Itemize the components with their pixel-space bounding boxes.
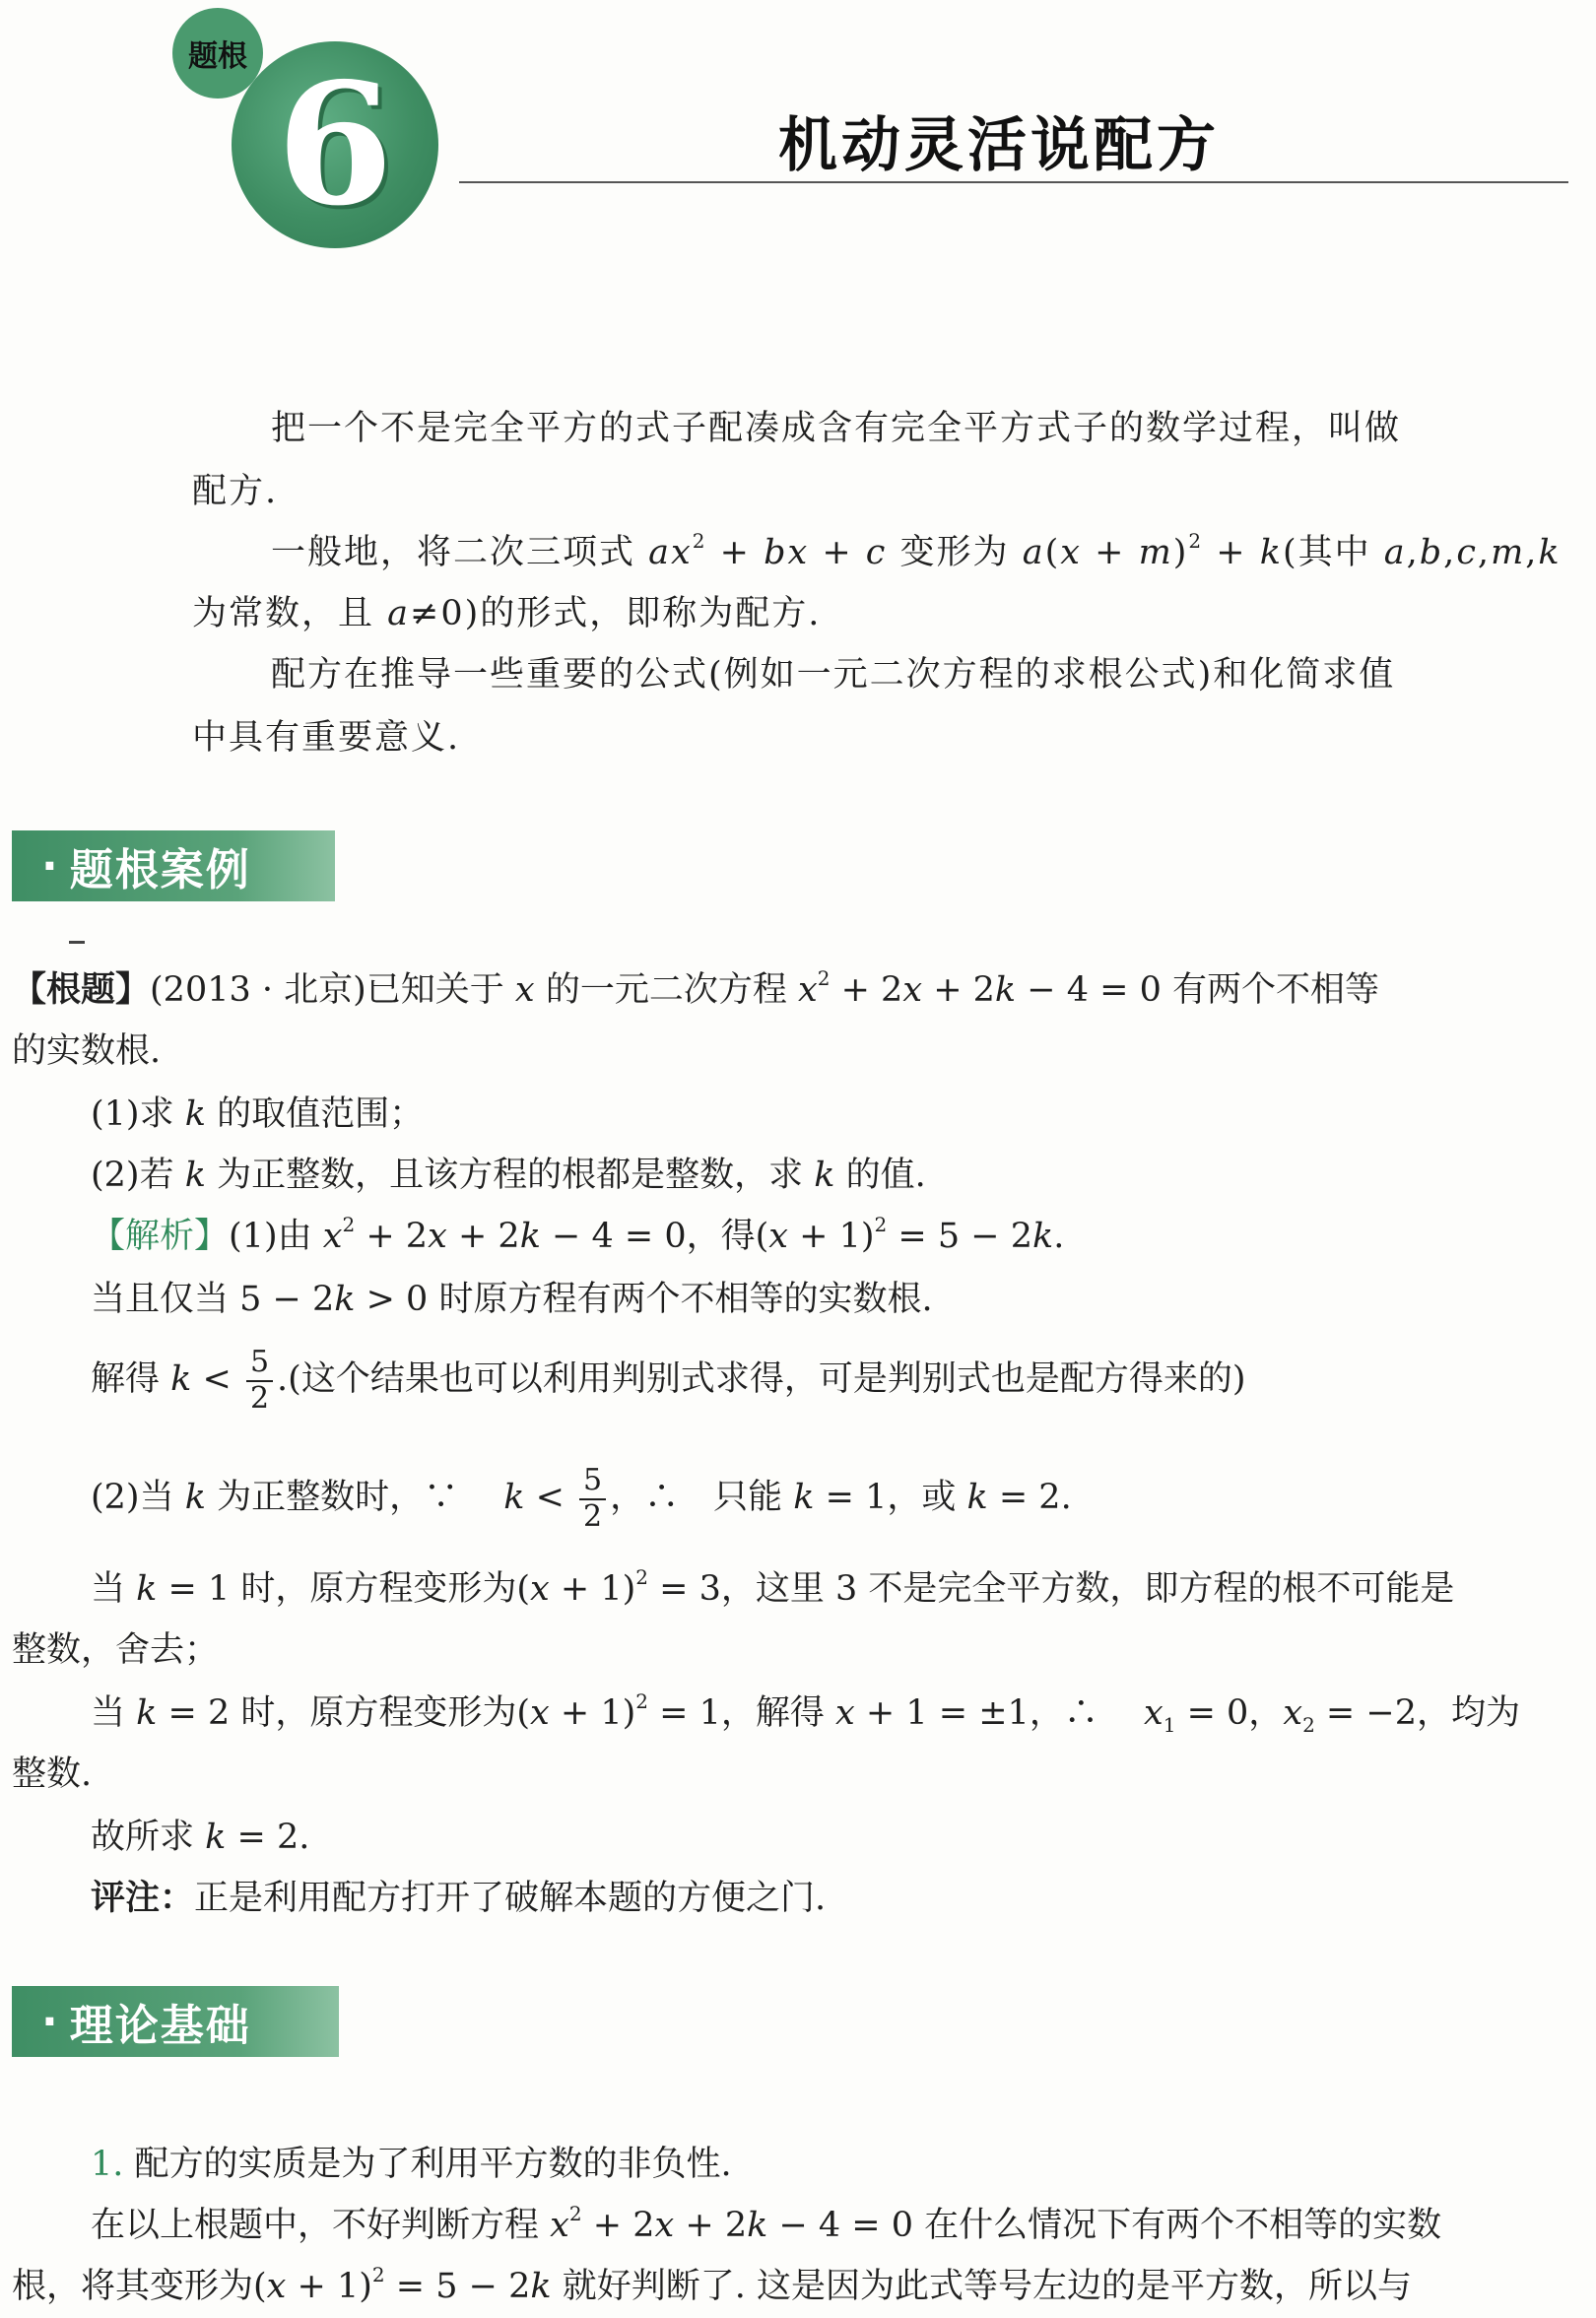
text: ，∴: [1029, 1693, 1098, 1733]
solution-line5b: 整数，舍去；: [12, 1630, 220, 1670]
text: 根，将其变形为: [12, 2267, 254, 2306]
text: 有两个不相等: [1171, 970, 1379, 1010]
fraction-5-2: $\frac{5}{2}$: [579, 1464, 606, 1534]
problem-line1: 【根题】(2013 · 北京)已知关于 x 的一元二次方程 $x^2 + 2x + 2k - 4 = 0$ 有两个不相等: [12, 966, 1379, 1010]
section-banner-theory: · 理论基础: [12, 1986, 339, 2057]
solution-line2: 当且仅当 5 − 2k > 0 时原方程有两个不相等的实数根.: [91, 1280, 933, 1319]
text: 故所求: [91, 1818, 195, 1857]
text: (其中: [1282, 533, 1371, 572]
intro-p1-line1: 把一个不是完全平方的式子配凑成含有完全平方式子的数学过程，叫做: [271, 409, 1402, 448]
text: 变形为: [899, 533, 1010, 572]
text: 为正整数时，∵: [217, 1478, 459, 1517]
text: (2)当: [91, 1478, 174, 1517]
math-expr: $(x + 1)^2 = 5 - 2k$: [253, 2263, 552, 2306]
fraction-5-2: $\frac{5}{2}$: [246, 1346, 273, 1416]
math-expr: $x^2 + 2x + 2k - 4 = 0$: [322, 1213, 687, 1256]
text: 一般地，将二次三项式: [271, 533, 649, 572]
text: 的值.: [845, 1156, 926, 1195]
math-expr: a,b,c,m,k: [1383, 533, 1562, 572]
comment-label: 评注：: [91, 1878, 195, 1918]
comment-line: [91, 1878, 826, 1919]
theory-line3: [12, 2263, 1412, 2307]
math-expr: $ax^2$ + bx + c: [648, 529, 888, 572]
math-expr: $(x + 1)^2 = 1$: [516, 1689, 721, 1733]
solution-line6: 当 k = 2 时，原方程变形为$(x + 1)^2 = 1$，解得 x + 1 = ±1，∴ $x_1 = 0$，$x_2 = -2$，均为: [91, 1689, 1520, 1737]
text: 当: [91, 1569, 126, 1609]
text: > 0 时原方程有两个不相等的实数根.: [355, 1280, 933, 1319]
math-expr: $(x + 1)^2 = 5 - 2k$.: [755, 1213, 1065, 1256]
text: 时，原方程变形为: [240, 1569, 517, 1609]
text: (2)若: [91, 1156, 174, 1195]
topic-tag-badge: [172, 8, 263, 99]
problem-q2: (2)若 k 为正整数，且该方程的根都是整数，求 k 的值.: [91, 1156, 926, 1195]
chapter-number-badge: [232, 41, 438, 248]
section-title: 理论基础: [69, 2001, 251, 2051]
text: .(这个结果也可以利用判别式求得，可是判别式也是配方得来的): [277, 1359, 1246, 1399]
text: (1)求: [91, 1094, 174, 1134]
text: ，∴ 只能: [610, 1478, 783, 1517]
page-title: 机动灵活说配方: [778, 111, 1220, 180]
theory-line2: [91, 2202, 1442, 2246]
problem-line2: 的实数根.: [12, 1031, 162, 1071]
solution-line4: (2)当 k 为正整数时，∵ k < $\frac{5}{2}$ ，∴ 只能 k = 1，或 k = 2.: [91, 1463, 1072, 1534]
solution-line1: [91, 1213, 1065, 1257]
title-divider: [459, 181, 1568, 183]
text: 为正整数，且该方程的根都是整数，求: [217, 1156, 804, 1195]
intro-p3-line2: 中具有重要意义.: [192, 718, 461, 758]
math-expr: $x^2 + 2x + 2k - 4 = 0$: [550, 2202, 914, 2245]
intro-p2-line2: [192, 593, 821, 634]
intro-p1-line2: 配方.: [192, 472, 279, 511]
math-expr: a≠0): [387, 594, 481, 633]
text: ，这里 3 不是完全平方数，即方程的根不可能是: [720, 1569, 1455, 1609]
theory-line1: [91, 2144, 732, 2185]
topic-tag-label: 题根: [188, 39, 247, 74]
item-number: 1.: [91, 2145, 124, 2184]
text: 时，原方程变形为: [240, 1693, 517, 1733]
text: 的一元二次方程: [545, 970, 787, 1010]
text: 配方的实质是为了利用平方数的非负性.: [123, 2145, 732, 2184]
solution-line3: 解得 k < $\frac{5}{2}$ .(这个结果也可以利用判别式求得，可是判别式也是配方得来的): [91, 1345, 1246, 1416]
section-banner-case: · 题根案例: [12, 830, 335, 901]
chapter-number: 6: [276, 46, 394, 243]
text: 当: [91, 1693, 126, 1733]
text: (2013 · 北京)已知关于: [150, 970, 504, 1010]
text: 解得: [91, 1359, 161, 1399]
text: 当且仅当 5 − 2: [91, 1280, 335, 1319]
text: ，解得: [720, 1693, 825, 1733]
math-expr: $x^2 + 2x + 2k - 4 = 0$: [797, 966, 1162, 1010]
section-title: 题根案例: [69, 845, 251, 895]
solution-line5: 当 k = 1 时，原方程变形为$(x + 1)^2 = 3$，这里 3 不是完全平方数，即方程的根不可能是: [91, 1565, 1455, 1609]
text: ，得: [686, 1217, 756, 1256]
text: 的形式，即称为配方.: [480, 594, 822, 633]
solution-label: 【解析】: [91, 1217, 230, 1256]
intro-p3-line1: 配方在推导一些重要的公式(例如一元二次方程的求根公式)和化简求值: [271, 655, 1396, 695]
decorative-dash: [69, 941, 85, 944]
math-expr: $a(x + m)^2 + k$: [1022, 529, 1283, 572]
text: 在什么情况下有两个不相等的实数: [924, 2206, 1442, 2245]
text: (1)由: [229, 1217, 312, 1256]
text: 在以上根题中，不好判断方程: [91, 2206, 540, 2245]
solution-line7: 故所求 k = 2.: [91, 1818, 310, 1857]
math-expr: $(x + 1)^2 = 3$: [516, 1565, 721, 1609]
problem-q1: (1)求 k 的取值范围；: [91, 1094, 425, 1134]
text: ，均为: [1416, 1693, 1520, 1733]
text: ，或: [887, 1478, 957, 1517]
solution-line6b: 整数.: [12, 1755, 93, 1794]
intro-p2-line1: [271, 529, 1562, 573]
text: 的取值范围；: [217, 1094, 425, 1134]
text: 为常数，且: [192, 594, 375, 633]
problem-label: 【根题】: [12, 969, 151, 1010]
comment-text: 正是利用配方打开了破解本题的方便之门.: [194, 1879, 827, 1918]
text: 就好判断了. 这是因为此式等号左边的是平方数，所以与: [562, 2267, 1412, 2306]
